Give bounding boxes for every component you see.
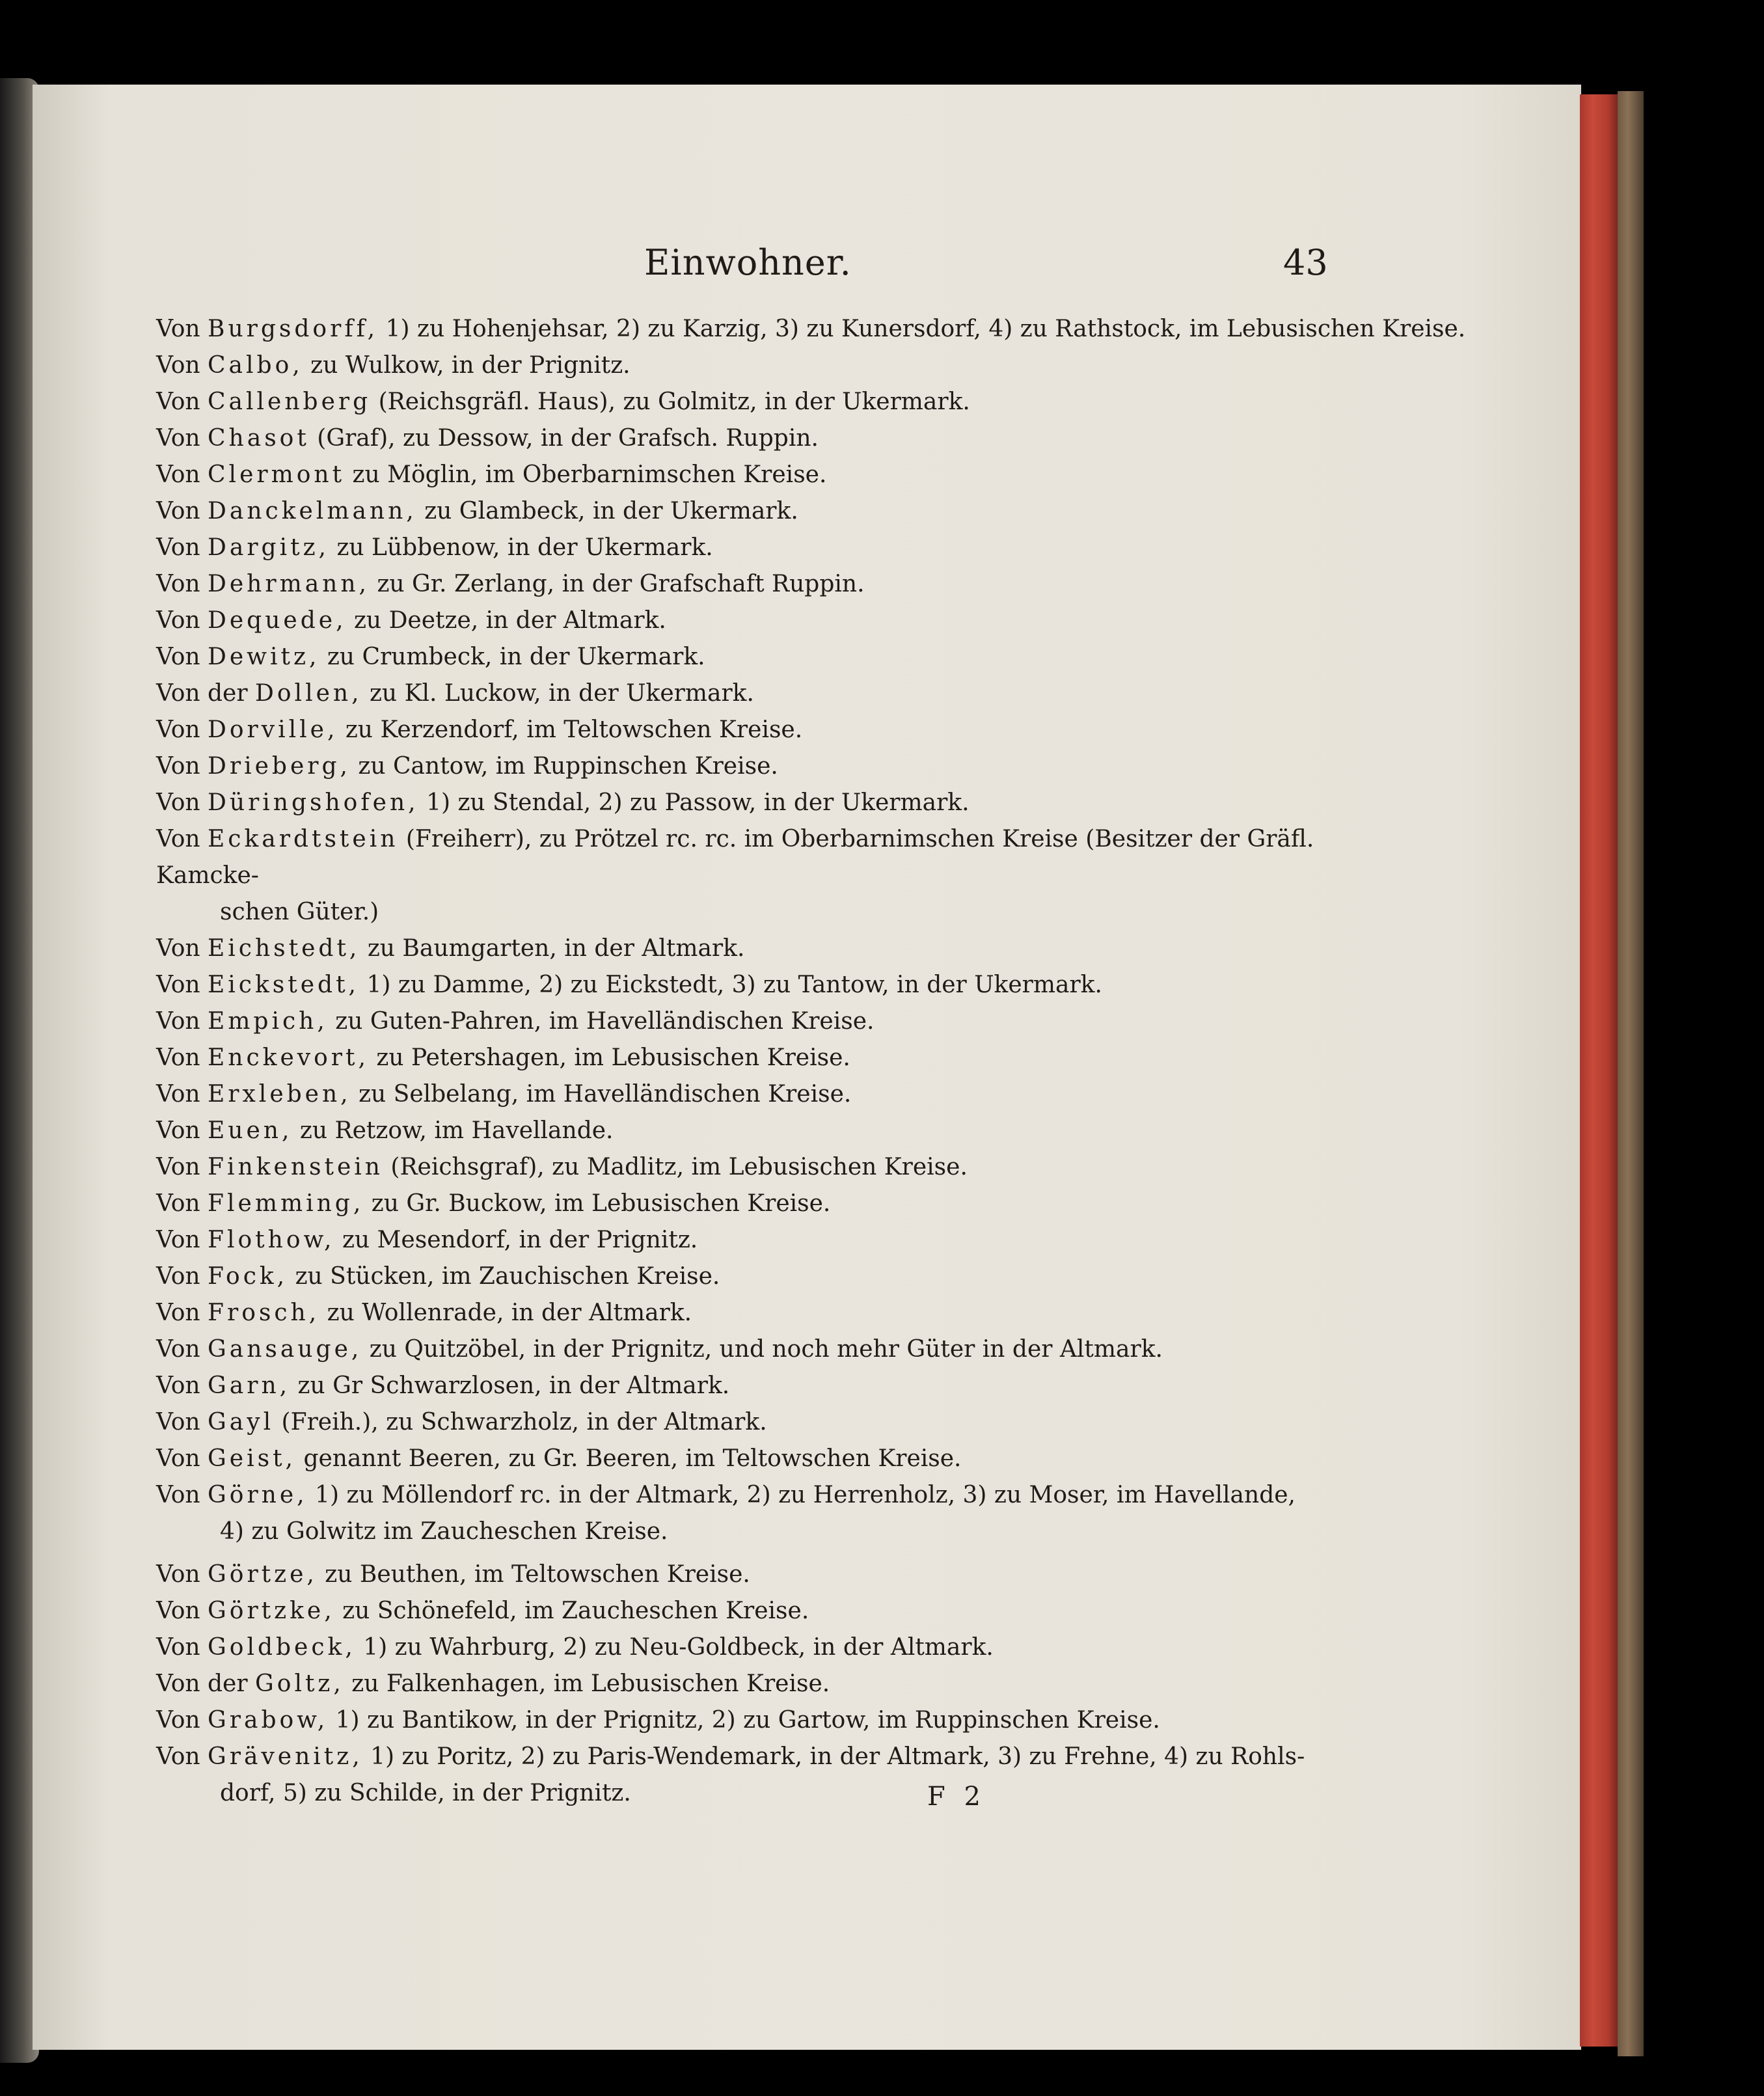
list-item <box>156 675 1340 712</box>
entry-name: Chasot <box>208 425 310 452</box>
entry-prefix: Von <box>156 425 200 452</box>
entry-name: Görne, <box>208 1482 308 1508</box>
entry-prefix: Von <box>156 498 200 524</box>
entry-text: 1) zu Stendal, 2) zu Passow, in der Ukermark. <box>426 789 970 816</box>
entry-prefix: Von <box>156 972 200 998</box>
entry-name: Dewitz, <box>208 644 320 670</box>
entry-prefix: Von <box>156 1117 200 1144</box>
entry-name: Dargitz, <box>208 534 329 561</box>
entry-name: Geist, <box>208 1445 296 1472</box>
list-item <box>156 566 1340 603</box>
list-item <box>156 1222 1340 1259</box>
page-header <box>0 242 1764 294</box>
entry-text: zu Gr. Buckow, im Lebusischen Kreise. <box>371 1190 831 1217</box>
page-number: 43 <box>1283 242 1328 283</box>
entry-name: Garn, <box>208 1372 291 1399</box>
entry-name: Eichstedt, <box>208 935 360 962</box>
entry-text: zu Crumbeck, in der Ukermark. <box>327 644 705 670</box>
entry-name: Empich, <box>208 1008 328 1035</box>
list-item <box>156 1404 1340 1441</box>
entry-name: Eckardtstein <box>208 826 399 852</box>
entry-name: Flothow, <box>208 1227 335 1253</box>
entry-prefix: Von <box>156 461 200 488</box>
list-item <box>156 1629 1340 1666</box>
entry-text: zu Guten-Pahren, im Havelländischen Kreise. <box>335 1008 875 1035</box>
entry-text: (Freih.), zu Schwarzholz, in der Altmark. <box>281 1409 767 1436</box>
entry-text: genannt Beeren, zu Gr. Beeren, im Teltowschen Kreise. <box>303 1445 962 1472</box>
list-item <box>156 420 1340 457</box>
entry-text: zu Deetze, in der Altmark. <box>353 607 666 634</box>
list-item <box>156 1441 1340 1477</box>
list-item <box>156 457 1340 493</box>
entry-text: zu Lübbenow, in der Ukermark. <box>336 534 713 561</box>
list-item <box>156 1368 1340 1404</box>
list-item <box>156 1477 1340 1550</box>
entry-name: Dehrmann, <box>208 571 370 597</box>
list-item <box>156 1295 1340 1331</box>
entry-text: zu Glambeck, in der Ukermark. <box>424 498 798 524</box>
entry-prefix: Von <box>156 1081 200 1108</box>
book-cover-edge <box>1618 91 1644 2056</box>
entry-text: (Graf), zu Dessow, in der Grafsch. Ruppin. <box>317 425 819 452</box>
entry-text: 1) zu Hohenjehsar, 2) zu Karzig, 3) zu Kunersdorf, 4) zu Rathstock, im Lebusischen Kreise. <box>385 316 1466 342</box>
list-item <box>156 1149 1340 1186</box>
entry-prefix: Von <box>156 316 200 342</box>
entry-prefix: Von <box>156 352 200 379</box>
entry-text: zu Selbelang, im Havelländischen Kreise. <box>359 1081 852 1108</box>
list-item <box>156 1186 1340 1222</box>
entry-text: 1) zu Bantikow, in der Prignitz, 2) zu Gartow, im Ruppinschen Kreise. <box>335 1707 1160 1734</box>
entry-prefix: Von <box>156 1482 200 1508</box>
list-item <box>156 347 1340 384</box>
entry-text: 1) zu Poritz, 2) zu Paris-Wendemark, in der Altmark, 3) zu Frehne, 4) zu Rohls- <box>370 1743 1305 1770</box>
entry-name: Finkenstein <box>208 1154 383 1180</box>
entry-prefix: Von <box>156 1743 200 1770</box>
list-item <box>156 931 1340 967</box>
list-item <box>156 1331 1340 1368</box>
entry-prefix: Von <box>156 753 200 780</box>
entry-text: zu Möglin, im Oberbarnimschen Kreise. <box>352 461 827 488</box>
entry-name: Gayl <box>208 1409 275 1436</box>
list-item <box>156 603 1340 639</box>
entry-prefix: Von <box>156 1154 200 1180</box>
entry-continuation: schen Güter.) <box>220 899 379 925</box>
entry-name: Callenberg <box>208 388 372 415</box>
entry-prefix: Von <box>156 789 200 816</box>
entry-prefix: Von <box>156 1445 200 1472</box>
list-item <box>156 1259 1340 1295</box>
signature-mark: F 2 <box>927 1782 986 1812</box>
entry-prefix: Von <box>156 935 200 962</box>
entry-prefix: Von <box>156 1300 200 1326</box>
entry-name: Dequede, <box>208 607 347 634</box>
entry-name: Enckevort, <box>208 1044 369 1071</box>
list-item <box>156 1557 1340 1593</box>
list-item <box>156 1666 1340 1702</box>
list-item <box>156 1702 1340 1739</box>
list-item <box>156 1003 1340 1040</box>
entry-prefix: Von <box>156 1263 200 1290</box>
entry-text: zu Wollenrade, in der Altmark. <box>327 1300 692 1326</box>
list-item <box>156 967 1340 1003</box>
entry-name: Düringshofen, <box>208 789 419 816</box>
list-item <box>156 493 1340 530</box>
entry-name: Calbo, <box>208 352 303 379</box>
entry-text: (Reichsgräfl. Haus), zu Golmitz, in der Ukermark. <box>378 388 970 415</box>
red-page-edge <box>1580 94 1618 2047</box>
entry-prefix: Von <box>156 716 200 743</box>
entry-prefix: Von <box>156 1336 200 1363</box>
list-item <box>156 1076 1340 1113</box>
entry-name: Görtze, <box>208 1561 318 1588</box>
entry-prefix: Von der <box>156 1670 248 1697</box>
entry-text: (Reichsgraf), zu Madlitz, im Lebusischen Kreise. <box>390 1154 968 1180</box>
entry-name: Flemming, <box>208 1190 364 1217</box>
list-item <box>156 712 1340 748</box>
entry-text: zu Gr. Zerlang, in der Grafschaft Ruppin. <box>377 571 865 597</box>
entry-text: zu Gr Schwarzlosen, in der Altmark. <box>297 1372 730 1399</box>
entry-prefix: Von <box>156 1409 200 1436</box>
entry-text: zu Petershagen, im Lebusischen Kreise. <box>376 1044 850 1071</box>
entry-text: zu Quitzöbel, in der Prignitz, und noch mehr Güter in der Altmark. <box>369 1336 1163 1363</box>
list-item <box>156 639 1340 675</box>
entry-text: zu Kerzendorf, im Teltowschen Kreise. <box>345 716 803 743</box>
entry-text: zu Mesendorf, in der Prignitz. <box>342 1227 698 1253</box>
entry-prefix: Von <box>156 1372 200 1399</box>
entry-name: Frosch, <box>208 1300 320 1326</box>
entry-prefix: Von <box>156 1008 200 1035</box>
entry-text: (Freiherr), zu Prötzel rc. rc. im Oberbarnimschen Kreise (Besitzer der Gräfl. Kamcke- <box>156 826 1314 889</box>
entry-text: zu Stücken, im Zauchischen Kreise. <box>295 1263 720 1290</box>
entry-name: Drieberg, <box>208 753 351 780</box>
entry-name: Dorville, <box>208 716 338 743</box>
entry-prefix: Von <box>156 826 200 852</box>
entry-name: Fock, <box>208 1263 288 1290</box>
entry-text: 1) zu Damme, 2) zu Eickstedt, 3) zu Tantow, in der Ukermark. <box>366 972 1102 998</box>
entry-name: Grävenitz, <box>208 1743 363 1770</box>
list-item <box>156 311 1466 347</box>
entry-prefix: Von <box>156 644 200 670</box>
entry-text: zu Schönefeld, im Zaucheschen Kreise. <box>342 1598 809 1624</box>
list-item <box>156 1739 1340 1812</box>
entry-prefix: Von <box>156 1598 200 1624</box>
entry-name: Burgsdorff, <box>208 316 379 342</box>
list-item <box>156 1040 1340 1076</box>
entry-text: zu Kl. Luckow, in der Ukermark. <box>369 680 754 707</box>
entry-prefix: Von <box>156 1044 200 1071</box>
entry-text: zu Cantow, im Ruppinschen Kreise. <box>358 753 778 780</box>
entry-name: Goldbeck, <box>208 1634 356 1661</box>
entry-name: Gansauge, <box>208 1336 362 1363</box>
entry-prefix: Von <box>156 388 200 415</box>
entry-text: zu Retzow, im Havellande. <box>299 1117 614 1144</box>
list-item <box>156 1113 1340 1149</box>
entry-continuation: dorf, 5) zu Schilde, in der Prignitz. <box>220 1780 631 1806</box>
entry-text: zu Beuthen, im Teltowschen Kreise. <box>325 1561 750 1588</box>
list-item <box>156 785 1340 821</box>
entry-text: zu Baumgarten, in der Altmark. <box>367 935 745 962</box>
entry-prefix: Von <box>156 1634 200 1661</box>
entry-prefix: Von <box>156 1227 200 1253</box>
entry-name: Grabow, <box>208 1707 329 1734</box>
entry-name: Erxleben, <box>208 1081 351 1108</box>
entry-prefix: Von <box>156 534 200 561</box>
entry-prefix: Von <box>156 1190 200 1217</box>
entry-name: Görtzke, <box>208 1598 335 1624</box>
entry-name: Eickstedt, <box>208 972 359 998</box>
list-item <box>156 1593 1340 1629</box>
entry-prefix: Von <box>156 571 200 597</box>
entry-name: Dollen, <box>255 680 362 707</box>
entry-name: Danckelmann, <box>208 498 417 524</box>
list-item <box>156 821 1340 931</box>
entry-text: 1) zu Möllendorf rc. in der Altmark, 2) zu Herrenholz, 3) zu Moser, im Havellande, <box>315 1482 1296 1508</box>
entry-name: Goltz, <box>255 1670 344 1697</box>
entry-text: 1) zu Wahrburg, 2) zu Neu-Goldbeck, in der Altmark. <box>363 1634 994 1661</box>
list-item <box>156 748 1340 785</box>
list-item <box>156 530 1340 566</box>
entry-text: zu Wulkow, in der Prignitz. <box>310 352 631 379</box>
list-item <box>156 384 1340 420</box>
running-title: Einwohner. <box>644 242 852 283</box>
entry-name: Clermont <box>208 461 346 488</box>
entry-prefix: Von <box>156 1707 200 1734</box>
register-list <box>156 311 1466 1812</box>
entry-prefix: Von der <box>156 680 248 707</box>
entry-prefix: Von <box>156 1561 200 1588</box>
entry-prefix: Von <box>156 607 200 634</box>
entry-name: Euen, <box>208 1117 293 1144</box>
entry-text: zu Falkenhagen, im Lebusischen Kreise. <box>351 1670 830 1697</box>
entry-continuation: 4) zu Golwitz im Zaucheschen Kreise. <box>220 1518 668 1545</box>
